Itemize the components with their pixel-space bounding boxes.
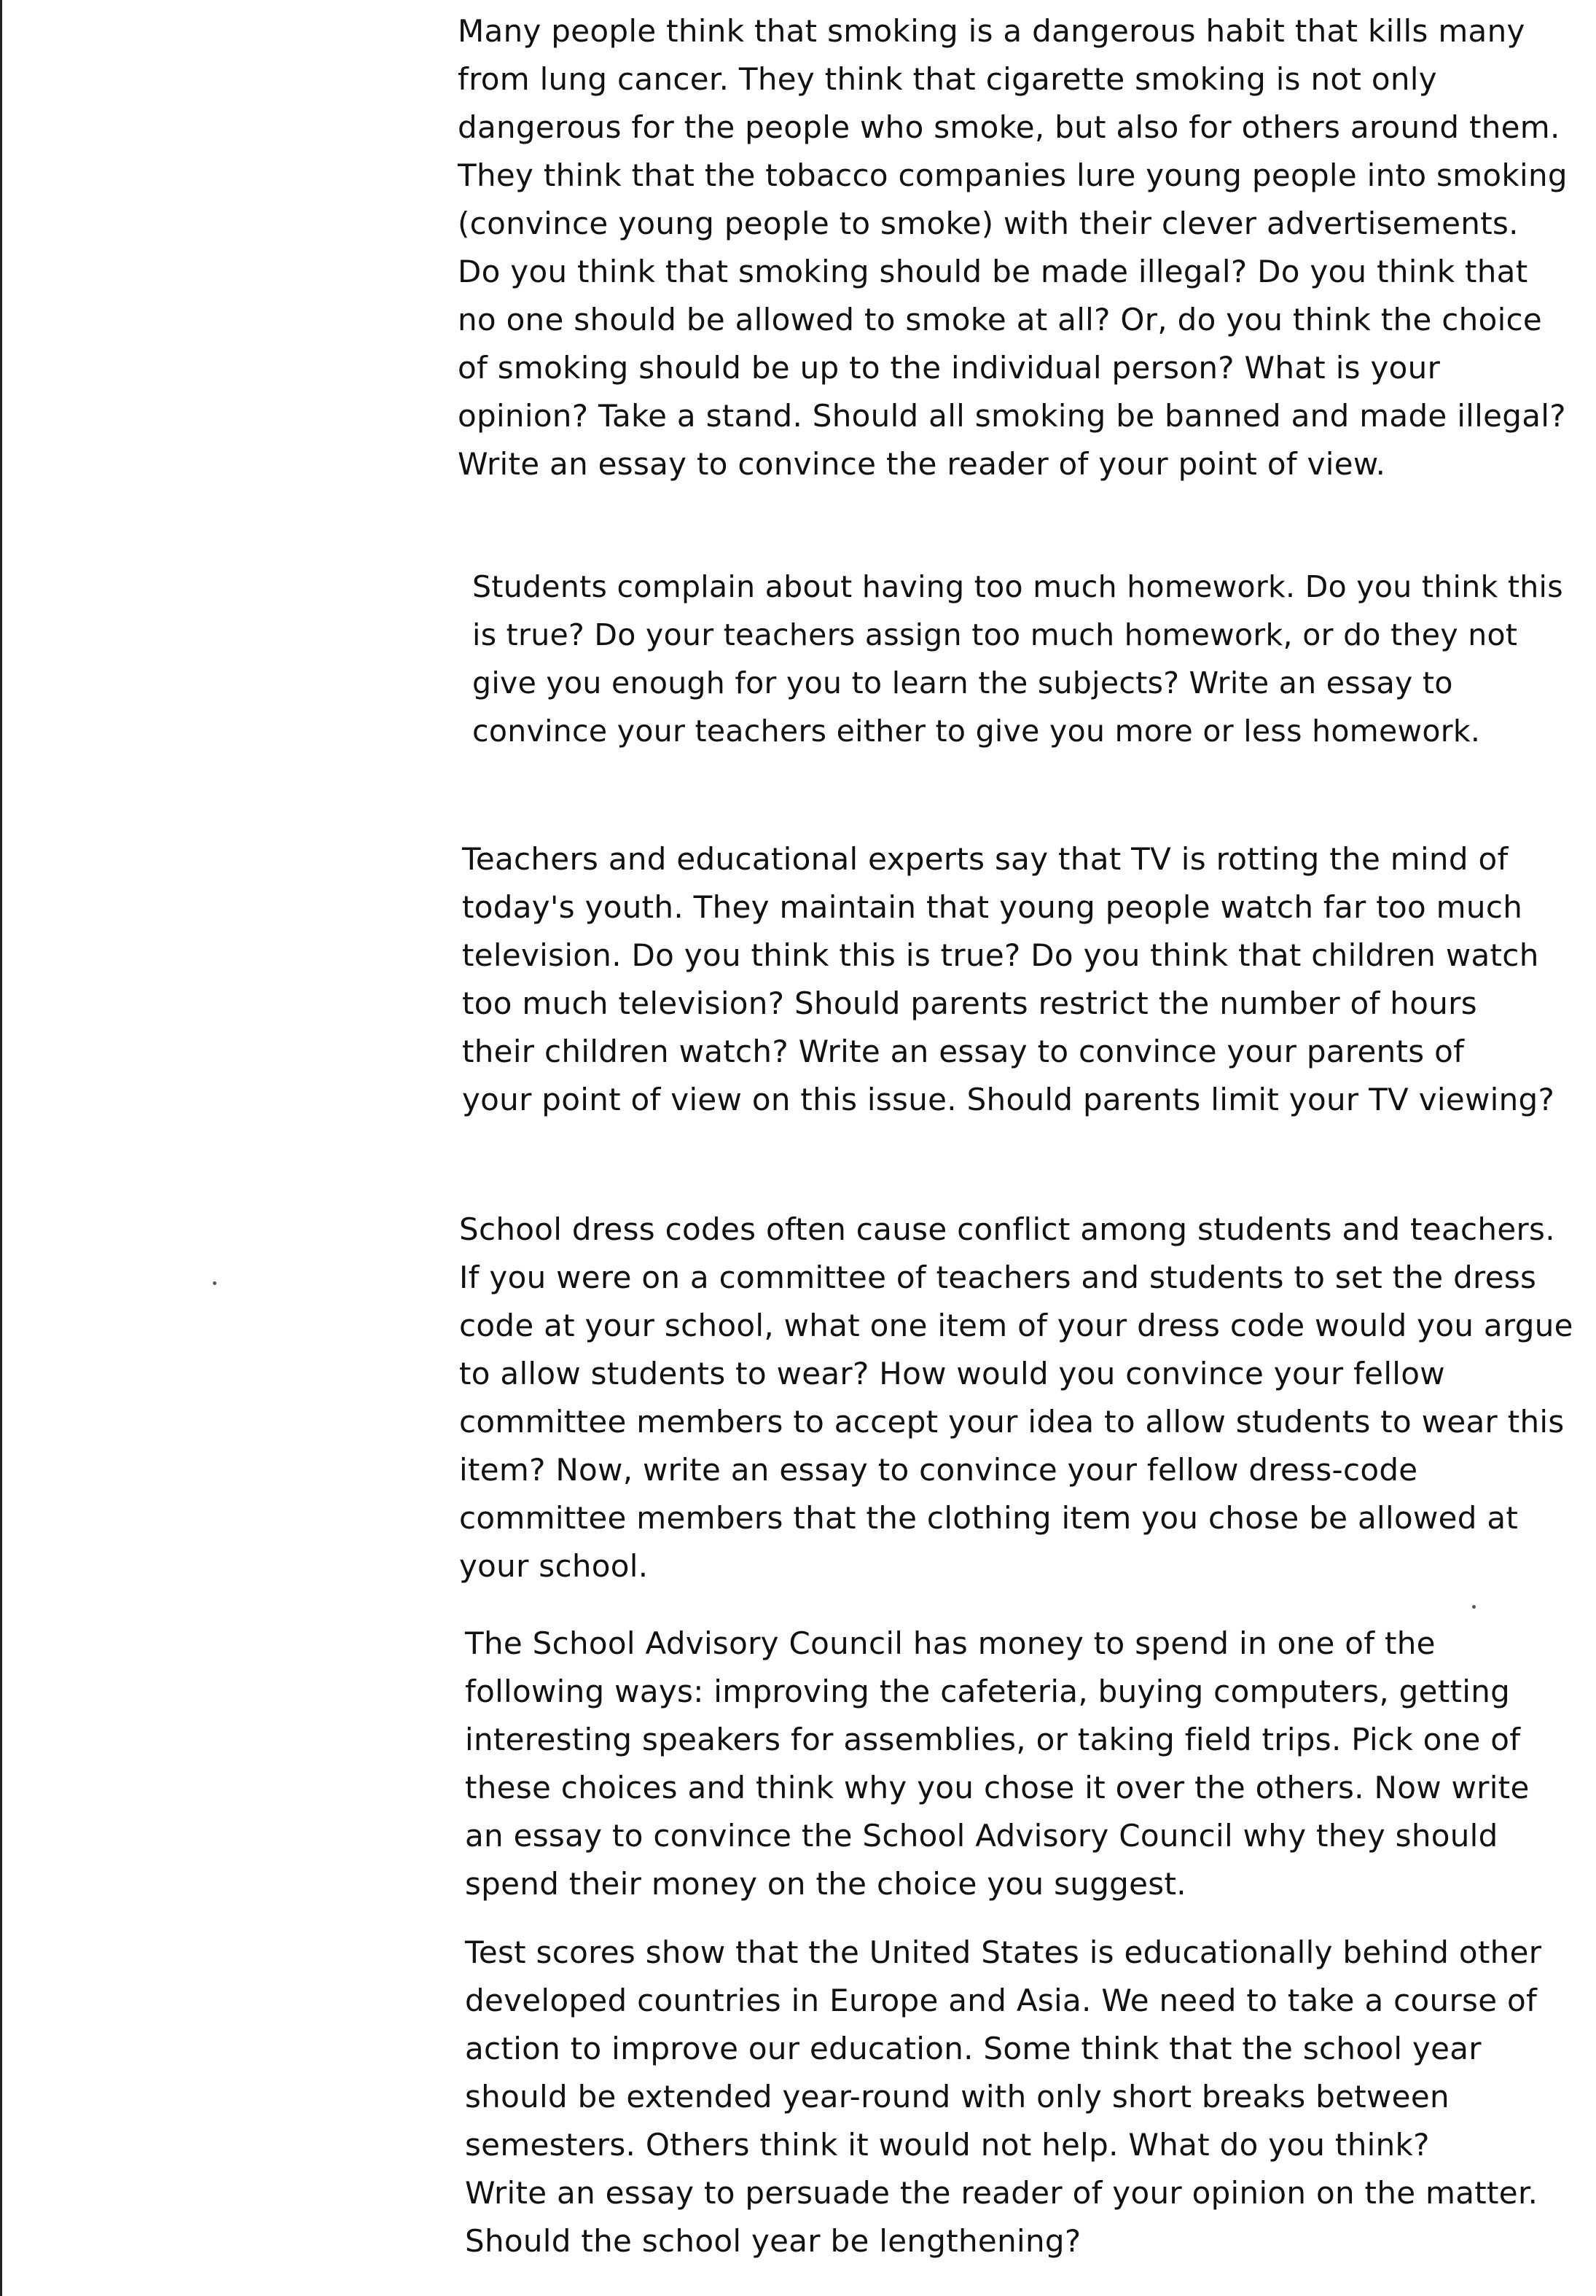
prompt-advisory-council (465, 1620, 1530, 1908)
prompt-line: dangerous for the people who smoke, but also for others around them. (458, 109, 1560, 145)
prompt-line: from lung cancer. They think that cigarette smoking is not only (458, 61, 1437, 97)
prompt-line: (convince young people to smoke) with their clever advertisements. (458, 206, 1519, 241)
prompt-line: these choices and think why you chose it over the others. Now write (465, 1770, 1530, 1805)
prompt-line: too much television? Should parents restrict the number of hours (462, 985, 1477, 1021)
prompt-line: opinion? Take a stand. Should all smoking be banned and made illegal? (458, 398, 1566, 434)
prompt-line: committee members to accept your idea to allow students to wear this (459, 1404, 1565, 1440)
prompt-line: School dress codes often cause conflict among students and teachers. (459, 1211, 1555, 1247)
prompt-dress-code (459, 1206, 1573, 1590)
prompt-line: interesting speakers for assemblies, or taking field trips. Pick one of (465, 1722, 1521, 1757)
prompt-line: Write an essay to persuade the reader of your opinion on the matter. (465, 2175, 1538, 2211)
prompt-line: developed countries in Europe and Asia. We need to take a course of (465, 1983, 1538, 2018)
page-edge-border (0, 0, 2, 2296)
prompt-line: is true? Do your teachers assign too much homework, or do they not (472, 617, 1518, 652)
prompt-line: Should the school year be lengthening? (465, 2223, 1081, 2259)
prompt-line: Many people think that smoking is a dangerous habit that kills many (458, 13, 1525, 49)
prompt-line: If you were on a committee of teachers and students to set the dress (459, 1260, 1537, 1295)
prompt-line: Teachers and educational experts say that TV is rotting the mind of (462, 841, 1509, 877)
prompt-homework (472, 563, 1563, 755)
prompt-line: Students complain about having too much homework. Do you think this (472, 569, 1563, 604)
prompt-line: Do you think that smoking should be made illegal? Do you think that (458, 254, 1528, 289)
prompt-line: television. Do you think this is true? Do you think that children watch (462, 937, 1539, 973)
prompt-school-year (465, 1929, 1541, 2265)
prompt-line: Write an essay to convince the reader of your point of view. (458, 446, 1386, 482)
prompt-line: The School Advisory Council has money to spend in one of the (465, 1625, 1436, 1661)
prompt-line: of smoking should be up to the individual person? What is your (458, 350, 1441, 386)
prompt-line: They think that the tobacco companies lure young people into smoking (458, 157, 1568, 193)
prompt-television (462, 835, 1554, 1124)
prompt-line: today's youth. They maintain that young people watch far too much (462, 889, 1523, 925)
prompt-line: code at your school, what one item of your dress code would you argue (459, 1308, 1573, 1343)
prompt-line: Test scores show that the United States is educationally behind other (465, 1934, 1542, 1970)
prompt-line: semesters. Others think it would not help. What do you think? (465, 2127, 1430, 2163)
prompt-line: following ways: improving the cafeteria, buying computers, getting (465, 1674, 1511, 1709)
scan-speck (1472, 1605, 1476, 1609)
prompt-line: committee members that the clothing item you chose be allowed at (459, 1500, 1519, 1536)
scan-speck (213, 1281, 216, 1285)
prompt-line: to allow students to wear? How would you convince your fellow (459, 1356, 1445, 1391)
prompt-line: your school. (459, 1548, 649, 1584)
prompt-line: no one should be allowed to smoke at all? Or, do you think the choice (458, 302, 1543, 337)
prompt-line: action to improve our education. Some think that the school year (465, 2031, 1482, 2066)
prompt-line: your point of view on this issue. Should parents limit your TV viewing? (462, 1082, 1555, 1117)
prompt-line: item? Now, write an essay to convince your fellow dress-code (459, 1452, 1418, 1488)
prompt-line: their children watch? Write an essay to convince your parents of (462, 1034, 1465, 1069)
prompt-line: spend their money on the choice you suggest. (465, 1866, 1186, 1902)
prompt-line: should be extended year-round with only short breaks between (465, 2079, 1450, 2115)
prompt-smoking (458, 7, 1568, 488)
prompt-line: give you enough for you to learn the subjects? Write an essay to (472, 665, 1453, 700)
prompt-line: convince your teachers either to give you more or less homework. (472, 714, 1481, 749)
prompt-line: an essay to convince the School Advisory Council why they should (465, 1818, 1498, 1854)
